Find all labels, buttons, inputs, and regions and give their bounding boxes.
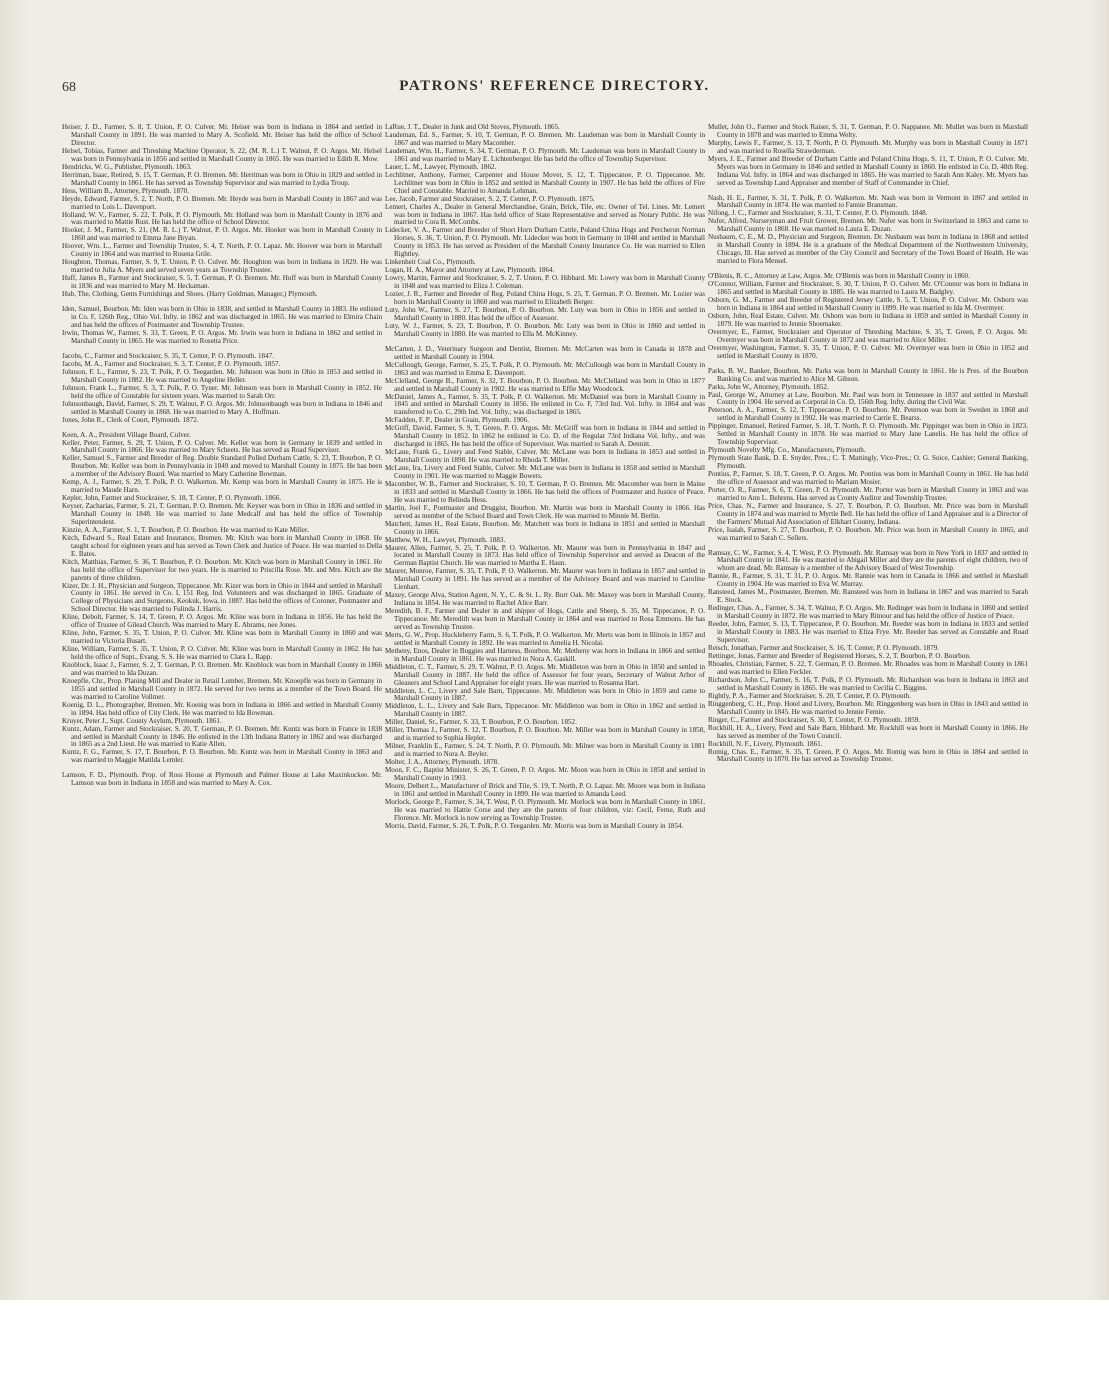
directory-entry: Lemert, Charles A., Dealer in General Merchandise, Grain, Brick, Tile, etc. Owner of Tel. Lines. Mr. Lemert was born in Indiana in 1867. Has held office of State Representative and served as Notary Public. He was married to Cora B. McCombs.: [385, 202, 705, 227]
directory-entry: Koenig, D. L., Photographer, Bremen. Mr. Koenig was born in Indiana in 1866 and settled in Marshall County in 1894. Has held office of City Clerk. He was married to Ida Bowman.: [62, 700, 382, 717]
directory-entry: Rettinger, Jonas, Farmer and Breeder of Registered Horses, S. 2, T. Bourbon, P. O. Bourbon.: [708, 651, 971, 660]
directory-entry: Lamson, F. D., Plymouth. Prop. of Ross House at Plymouth and Palmer House at Lake Maxinkuckee. Mr. Lamson was born in Indiana in 1858 and was married to Mary A. Cox.: [62, 771, 382, 788]
directory-entry: Keyser, Zacharias, Farmer, S. 21, T. German, P. O. Bremen. Mr. Keyser was born in Ohio in 1836 and settled in Marshall County in 1848. He was married to Jane Medcalf and has held the office of Township Superintendent.: [62, 502, 382, 526]
directory-entry: Myers, J. E., Farmer and Breeder of Durham Cattle and Poland China Hogs, S. 11, T. Union, P. O. Culver. Mr. Myers was born in Germany in 1846 and settled in Marshall County in 1860. He enlisted in Co. D, 48th Reg. Indiana Vol. Infty. in 1864 and was discharged in 1865. He was married to Sarah Ann Kaley. Mr. Myers has served as Township Land Appraiser and member of Staff of Commander in Chief.: [708, 154, 1028, 187]
directory-entry: Jacobs, C., Farmer and Stockraiser, S. 35, T. Center, P. O. Plymouth. 1847.: [62, 351, 274, 360]
directory-entry: Plymouth State Bank, D. E. Snyder, Pres.; C. T. Mattingly, Vice-Pres.; O. G. Soice, Cashier; General Banking, Plymouth.: [708, 454, 1028, 471]
directory-entry: Pontius, P., Farmer, S. 18, T. Green, P. O. Argos. Mr. Pontius was born in Marshall County in 1861. He has held the office of Assessor and was married to Mariam Mosier.: [708, 470, 1028, 486]
directory-entry: Romig, Chas. E., Farmer, S. 35, T. Green, P. O. Argos. Mr. Romig was born in Ohio in 1864 and settled in Marshall County in 1870. He has served as Township Trustee.: [708, 747, 1028, 764]
directory-entry: Paul, George W., Attorney at Law, Bourbon. Mr. Paul was born in Tennessee in 1837 and settled in Marshall County in 1904. He served as Corporal in Co. D, 156th Reg. Infty. during the Civil War.: [708, 390, 1028, 407]
directory-entry: Rhoades, Christian, Farmer, S. 22, T. German, P. O. Bremen. Mr. Rhoades was born in Marshall County in 1861 and was married to Ellen Feckler.: [708, 659, 1028, 676]
directory-entry: Kemp, A. J., Farmer, S. 29, T. Polk, P. O. Walkerton. Mr. Kemp was born in Marshall County in 1875. He is married to Maude Harn.: [62, 478, 382, 495]
directory-entry: Rockhill, H. A., Livery, Feed and Sale Barn, Hibbard. Mr. Rockhill was born in Marshall County in 1866. He has served as member of the Town Council.: [708, 723, 1028, 740]
directory-entry: Houghton, Thomas, Farmer, S. 9, T. Union, P. O. Culver. Mr. Houghton was born in Indiana in 1829. He was married to Julia A. Myers and served seven years as Township Trustee.: [62, 258, 382, 275]
directory-entry: McCullough, George, Farmer, S. 25, T. Polk, P. O. Plymouth. Mr. McCullough was born in Marshall County in 1863 and was married to Emma E. Davenport.: [385, 360, 705, 377]
directory-entry: Price, Isaiah, Farmer, S. 27, T. Bourbon, P. O. Bourbon. Mr. Price was born in Marshall County in 1865, and was married to Sarah C. Sellers.: [708, 525, 1028, 542]
directory-entry: Moore, Delbert L., Manufacturer of Brick and Tile, S. 19, T. North, P. O. Lapaz. Mr. Moore was born in Indiana in 1861 and settled in Marshall County in 1899. He was married to Amanda Leed.: [385, 782, 705, 798]
directory-entry: Nufer, Alfred, Nurseryman and Fruit Grower, Bremen. Mr. Nufer was born in Switzerland in 1863 and came to Marshall County in 1868. He was married to Laura E. Duzan.: [708, 217, 1028, 234]
directory-entry: Helsel, Tobias, Farmer and Threshing Machine Operator, S. 22, (M. R. L.) T. Walnut, P. O. Argos. Mr. Helsel was born in Pennsylvania in 1856 and settled in Marshall County in 1865. He was married to Edith R. Mow.: [62, 146, 382, 163]
directory-entry: Richardson, John C., Farmer, S. 16, T. Polk, P. O. Plymouth. Mr. Richardson was born in Indiana in 1863 and settled in Marshall County in 1865. He was married to Cecilia C. Biggins.: [708, 675, 1028, 692]
directory-entry: Reeder, John, Farmer, S. 13, T. Tippecanoe, P. O. Bourbon. Mr. Reeder was born in Indiana in 1833 and settled in Marshall County in 1883. He was married to Eliza Frye. Mr. Reeder has served as Constable and Road Supervisor.: [708, 620, 1028, 644]
directory-entry: Macomber, W. B., Farmer and Stockraiser, S. 10, T. German, P. O. Bremen. Mr. Macomber was born in Maine in 1833 and settled in Marshall County in 1866. He has held the offices of Postmaster and Justice of Peace. He was married to Belinda Hess.: [385, 479, 705, 504]
directory-entry: Irwin, Thomas W., Farmer, S. 33, T. Green, P. O. Argos. Mr. Irwin was born in Indiana in 1862 and settled in Marshall County in 1865. He was married to Rosetta Price.: [62, 328, 382, 345]
directory-entry: O'Connor, William, Farmer and Stockraiser, S. 30, T. Union, P. O. Culver. Mr. O'Connor was born in Indiana in 1865 and settled in Marshall County in 1885. He was married to Laura M. Badgley.: [708, 280, 1028, 296]
directory-entry: Rightly, P. A., Farmer and Stockraiser, S. 20, T. Center, P. O. Plymouth.: [708, 691, 911, 700]
directory-entry: Luty, John W., Farmer, S. 27, T. Bourbon, P. O. Bourbon. Mr. Luty was born in Ohio in 1856 and settled in Marshall County in 1880. Has held the office of Assessor.: [385, 305, 705, 322]
directory-entry: Nash, H. E., Farmer, S. 31, T. Polk, P. O. Walkerton. Mr. Nash was born in Vermont in 1867 and settled in Marshall County in 1874. He was married to Fannie Bransman.: [708, 193, 1028, 210]
directory-entry: Miller, Thomas J., Farmer, S. 12, T. Bourbon, P. O. Bourbon. Mr. Miller was born in Marshall County in 1858, and is married to Sophia Hepler.: [385, 726, 705, 743]
directory-entry: Jones, John R., Clerk of Court, Plymouth. 1872.: [62, 415, 199, 424]
directory-entry: Johnsonbaugh, David, Farmer, S. 29, T. Walnut, P. O. Argos. Mr. Johnsonbaugh was born in Indiana in 1846 and settled in Marshall County in 1868. He was married to Mary A. Hoffman.: [62, 399, 382, 416]
directory-entry: Middleton, L. C., Livery and Sale Barn, Tippecanoe. Mr. Middleton was born in Ohio in 1859 and came to Marshall County in 1887.: [385, 686, 705, 703]
directory-entry: Nifong, J. C., Farmer and Stockraiser, S. 31, T. Center, P. O. Plymouth. 1848.: [708, 209, 928, 218]
directory-entry: Milner, Franklin E., Farmer, S. 24, T. North, P. O. Plymouth. Mr. Milner was born in Marshall County in 1881 and is married to Nora A. Beyler.: [385, 742, 705, 759]
directory-entry: Murphy, Lewis F., Farmer, S. 13, T. North, P. O. Plymouth. Mr. Murphy was born in Marshall County in 1871 and was married to Rosella Strawderman.: [708, 138, 1028, 155]
directory-entry: Lidecker, V. A., Farmer and Breeder of Short Horn Durham Cattle, Poland China Hogs and Percheron Norman Horses, S. 36, T. Union, P. O. Plymouth. Mr. Lidecker was born in Germany in 1848 and settled in Marshall County in 1853. He has served as President of the Marshall County Insurance Co. He was married to Ellen Rightley.: [385, 226, 705, 259]
directory-entry: Parks, B. W., Banker, Bourbon. Mr. Parks was born in Marshall County in 1861. He is Pres. of the Bourbon Banking Co. and was married to Alice M. Gibson.: [708, 366, 1028, 383]
directory-entry: Parks, John W., Attorney, Plymouth. 1852.: [708, 382, 829, 391]
directory-entry: McFadden, F. P., Dealer in Grain, Plymouth. 1906.: [385, 416, 530, 425]
page-edge-shading: [0, 0, 30, 1300]
directory-entry: Ringgenberg, C. H., Prop. Hotel and Livery, Bourbon. Mr. Ringgenberg was born in Ohio in 1843 and settled in Marshall County in 1845. He was married to Jennie Fernie.: [708, 699, 1028, 716]
directory-entry: Meredith, B. F., Farmer and Dealer in and shipper of Hogs, Cattle and Sheep, S. 35, M. Tippecanoe, P. O. Tippecanoe. Mr. Meredith was born in Marshall County in 1864 and was married to Rosa Emmons. He has served as Township Trustee.: [385, 607, 705, 631]
directory-entry: Logan, H. A., Mayor and Attorney at Law, Plymouth. 1864.: [385, 266, 555, 275]
directory-entry: Hooker, J. M., Farmer, S. 21, (M. R. L.) T. Walnut, P. O. Argos. Mr. Hooker was born in Marshall County in 1860 and was married to Emma Jane Bryan.: [62, 226, 382, 243]
directory-entry: Mullet, John O., Farmer and Stock Raiser, S. 31, T. German, P. O. Nappanee. Mr. Mullet was born in Marshall County in 1878 and was married to Emma Welty.: [708, 123, 1028, 139]
directory-entry: Jacobs, M. A., Farmer and Stockraiser, S. 3, T. Center, P. O. Plymouth. 1857.: [62, 359, 281, 368]
directory-entry: Linkenheit Coal Co., Plymouth.: [385, 258, 476, 267]
directory-entry: Overmyer, Washington, Farmer, S. 35, T. Union, P. O. Culver. Mr. Overmyer was born in Ohio in 1852 and settled in Marshall County in 1870.: [708, 343, 1028, 360]
directory-entry: Osborn, G. M., Farmer and Breeder of Registered Jersey Cattle, S. 5, T. Union, P. O. Culver. Mr. Osborn was born in Indiana in 1864 and settled in Marshall County in 1899. He was married to Ida M. Overmyer.: [708, 295, 1028, 312]
directory-entry: Lozier, J. R., Farmer and Breeder of Reg. Poland China Hogs, S. 25, T. German, P. O. Bremen. Mr. Lozier was born in Marshall County in 1860 and was married to Elizabeth Berger.: [385, 290, 705, 306]
directory-entry: Matthew, W. H., Lawyer, Plymouth. 1883.: [385, 535, 506, 544]
directory-entry: Huff, James B., Farmer and Stockraiser, S. 5, T. German, P. O. Bremen. Mr. Huff was born in Marshall County in 1836 and was married to Mary M. Heckaman.: [62, 274, 382, 291]
directory-entry: Heyde, Edward, Farmer, S. 2, T. North, P. O. Bremen. Mr. Heyde was born in Marshall County in 1867 and was married to Lois L. Davenport.: [62, 194, 382, 211]
directory-entry: Lowry, Martin, Farmer and Stockraiser, S. 2, T. Union, P. O. Hibbard. Mr. Lowry was born in Marshall County in 1848 and was married to Eliza J. Coleman.: [385, 274, 705, 291]
directory-entry: Morlock, George P., Farmer, S. 34, T. West, P. O. Plymouth. Mr. Morlock was born in Marshall County in 1861. He was married to Hattie Corse and they are the parents of four children, viz: Cecil, Ferne, Ruth and Florence. Mr. Morlock is now serving as Township Trustee.: [385, 797, 705, 822]
directory-entry: Lauer, L. M., Lawyer, Plymouth. 1862.: [385, 162, 497, 171]
directory-entry: Lechlitner, Anthony, Farmer, Carpenter and House Mover, S. 12, T. Tippecanoe, P. O. Tippecanoe. Mr. Lechlitner was born in Ohio in 1852 and settled in Marshall County in 1907. He has held the offices of Fire Chief and Constable. Married to Amanda Lehman.: [385, 170, 705, 195]
directory-entry: Ransteed, James M., Postmaster, Bremen. Mr. Ransteed was born in Indiana in 1867 and was married to Sarah E. Stock.: [708, 588, 1028, 605]
directory-column-2: [385, 124, 705, 831]
directory-entry: LaRue, J. T., Dealer in Junk and Old Stoves, Plymouth. 1865.: [385, 123, 560, 131]
directory-entry: Kizer, Dr. J. H., Physician and Surgeon, Tippecanoe. Mr. Kizer was born in Ohio in 1844 and settled in Marshall County in 1861. He served in Co. I, 151 Reg. Ind. Volunteers and was discharged in 1865. Graduate of College of Physicians and Surgeons, Keokuk, Iowa, in 1887. Has held the offices of Coroner, Postmaster and School Director. He was married to Fulinda J. Harris.: [62, 581, 382, 614]
directory-entry: Laudeman, Wm. H., Farmer, S. 34, T. German, P. O. Plymouth. Mr. Laudeman was born in Marshall County in 1861 and was married to Mary E. Lichtenberger. He has held the office of Township Supervisor.: [385, 146, 705, 163]
directory-column-3: [708, 124, 1028, 764]
directory-entry: Kline, William, Farmer, S. 35, T. Union, P. O. Culver. Mr. Kline was born in Marshall County in 1862. He has held the office of Supt., Evang. S. S. He was married to Clara L. Rapp.: [62, 645, 382, 661]
directory-entry: Miller, Daniel, Sr., Farmer, S. 33, T. Bourbon, P. O. Bourbon. 1852.: [385, 718, 577, 727]
page-title: PATRONS' REFERENCE DIRECTORY.: [399, 78, 710, 94]
directory-entry: Molter, J. A., Attorney, Plymouth. 1878.: [385, 758, 499, 767]
directory-entry: Knoepfle, Chr., Prop. Planing Mill and Dealer in Retail Lumber, Bremen. Mr. Knoepfle was born in Germany in 1855 and settled in Marshall County in 1872. He served for two terms as a member of the Town Board. He was married to Caroline Vollmer.: [62, 676, 382, 701]
directory-entry: Kline, John, Farmer, S. 35, T. Union, P. O. Culver. Mr. Kline was born in Marshall County in 1860 and was married to Victoria Busart.: [62, 629, 382, 646]
directory-entry: Holland, W. V., Farmer, S. 22, T. Polk, P. O. Plymouth. Mr. Holland was born in Marshall County in 1876 and was married to Mattie Rust. He has held the office of School Director.: [62, 210, 382, 227]
directory-entry: Maurer, Monroe, Farmer, S. 35, T. Polk, P. O. Walkerton. Mr. Maurer was born in Indiana in 1857 and settled in Marshall County in 1891. He has served as a member of the Advisory Board and was married to Caroline Lienhart.: [385, 567, 705, 592]
directory-entry: Kruyer, Peter J., Supt. County Asylum, Plymouth. 1861.: [62, 716, 222, 725]
directory-entry: Redinger, Chas. A., Farmer, S. 34, T. Walnut, P. O. Argos. Mr. Redinger was born in Indiana in 1860 and settled in Marshall County in 1872. He was married to Mary Ritnour and has held the office of Justice of Peace.: [708, 604, 1028, 621]
directory-entry: Heiser, J. D., Farmer, S. 8, T. Union, P. O. Culver. Mr. Heiser was born in Indiana in 1864 and settled in Marshall County in 1891. He was married to Mary A. Scofield. Mr. Heiser has held the office of School Director.: [62, 123, 382, 147]
directory-entry: Laudeman, Ed. S., Farmer, S. 10, T. German, P. O. Bremen. Mr. Laudeman was born in Marshall County in 1867 and was married to Mary Macomber.: [385, 131, 705, 147]
directory-entry: Kline, Debolt, Farmer, S. 14, T. Green, P. O. Argos. Mr. Kline was born in Indiana in 1856. He has held the office of Trustee of Gilead Church. Was married to Mary E. Abrams, nee Jones.: [62, 613, 382, 630]
directory-entry: McDaniel, James A., Farmer, S. 35, T. Polk, P. O. Walkerton. Mr. McDaniel was born in Marshall County in 1845 and settled in Marshall County in 1856. He enlisted in Co. F, 73rd Ind. Vol. Infty. in 1864 and was transferred to Co. C, 29th Ind. Vol. Infty.; was discharged in 1865.: [385, 392, 705, 417]
directory-entry: Matchett, James H., Real Estate, Bourbon. Mr. Matchett was born in Indiana in 1851 and settled in Marshall County in 1866.: [385, 519, 705, 536]
directory-entry: Middleton, L. L., Livery and Sale Barn, Tippecanoe. Mr. Middleton was born in Ohio in 1862 and settled in Marshall County in 1887.: [385, 702, 705, 719]
directory-entry: Kitch, Edward S., Real Estate and Insurance, Bremen. Mr. Kitch was born in Marshall County in 1868. He taught school for eighteen years and has served as Town Clerk and Justice of Peace. He was married to Della E. Bates.: [62, 533, 382, 558]
directory-column-1: [62, 124, 382, 788]
directory-entry: Keller, Samuel S., Farmer and Breeder of Reg. Double Standard Polled Durham Cattle, S. 23, T. Bourbon, P. O. Bourbon. Mr. Keller was born in Pennsylvania in 1849 and moved to Marshall County in 1875. He has been a member of the Advisory Board. Was married to Mary Catherine Bowman.: [62, 454, 382, 479]
directory-entry: Hub, The, Clothing, Gents Furnishings and Shoes. (Harry Goldman, Manager,) Plymouth.: [62, 290, 318, 299]
directory-entry: Porter, O. R., Farmer, S. 6, T. Green, P. O. Plymouth. Mr. Porter was born in Marshall County in 1863 and was married to Ann L. Behrens. Has served as County Auditor and Township Trustee.: [708, 485, 1028, 502]
directory-entry: Middleton, C. T., Farmer, S. 29, T. Walnut, P. O. Argos. Mr. Middleton was born in Ohio in 1850 and settled in Marshall County in 1887. He held the office of Assessor for four years, Secretary of Walnut Arbor of Gleaners and School Land Appraiser for eight years. He was married to Rosanna Hart.: [385, 662, 705, 687]
directory-entry: Pippinger, Emanuel, Retired Farmer, S. 18, T. North, P. O. Plymouth. Mr. Pippinger was born in Ohio in 1823. Settled in Marshall County in 1878. He was married to Mary Jane Lanelis. He has held the office of Township Supervisor.: [708, 422, 1028, 447]
page-fold: [1088, 0, 1109, 1300]
directory-entry: Maurer, Allen, Farmer, S. 25, T. Polk, P. O. Walkerton. Mr. Maurer was born in Pennsylvania in 1847 and located in Marshall County in 1873. Has held office of Township Supervisor and served as Deacon of the German Baptist Church. He was married to Martha E. Haun.: [385, 543, 705, 568]
directory-entry: McCarten, J. D., Veterinary Surgeon and Dentist, Bremen. Mr. McCarten was born in Canada in 1878 and settled in Marshall County in 1904.: [385, 344, 705, 361]
directory-entry: Kepler, John, Farmer and Stockraiser, S. 18, T. Center, P. O. Plymouth. 1866.: [62, 494, 281, 503]
directory-entry: Hess, William B., Attorney, Plymouth. 1870.: [62, 186, 190, 195]
directory-entry: Peterson, A. A., Farmer, S. 12, T. Tippecanoe, P. O. Bourbon. Mr. Peterson was born in Sweden in 1868 and settled in Marshall County in 1902. He was married to Carrie E. Bearss.: [708, 406, 1028, 423]
directory-entry: McGriff, David, Farmer, S. 9, T. Green, P. O. Argos. Mr. McGriff was born in Indiana in 1844 and settled in Marshall County in 1852. In 1862 he enlisted in Co. D, of the Regular 73rd Indiana Vol. Infty., and was discharged in 1865. He has held the office of Supervisor. Was married to Sarah A. Dennitt.: [385, 424, 705, 449]
directory-entry: Plymouth Novelty Mfg. Co., Manufacturers, Plymouth.: [708, 446, 866, 455]
directory-entry: Martin, Joel F., Postmaster and Druggist, Bourbon. Mr. Martin was born in Marshall County in 1866. Has served as member of the School Board and Town Clerk. He was married to Minnie M. Berlin.: [385, 503, 705, 520]
directory-entry: McLane, Ira, Livery and Feed Stable, Culver. Mr. McLane was born in Indiana in 1858 and settled in Marshall County in 1901. He was married to Maggie Bowers.: [385, 464, 705, 480]
bottom-margin: [0, 1300, 1109, 1390]
directory-entry: Merts, G. W., Prop. Huckleberry Farm, S. 6, T. Polk, P. O. Walkerton. Mr. Merts was born in Illinois in 1857 and settled in Marshall County in 1892. He was married to Amelia H. Nicolai.: [385, 630, 705, 647]
directory-entry: McClelland, George B., Farmer, S. 32, T. Bourbon, P. O. Bourbon. Mr. McClelland was born in Ohio in 1877 and settled in Marshall County in 1902. He was married to Effie May Woodcock.: [385, 376, 705, 393]
directory-entry: Osborn, John, Real Estate, Culver. Mr. Osborn was born in Indiana in 1859 and settled in Marshall County in 1879. He was married to Jennie Shoemaker.: [708, 311, 1028, 328]
directory-entry: Hendricks, W. G., Publisher, Plymouth. 1863.: [62, 162, 192, 171]
directory-entry: Nusbaum, C. E., M. D., Physician and Surgeon, Bremen. Dr. Nusbaum was born in Indiana in 1868 and settled in Marshall County in 1894. He is a graduate of the Medical Department of the Northwestern University, Chicago, Ill. Has served as member of the City Council and Secretary of the Town Board of Health. He was married to Flora Mensel.: [708, 233, 1028, 266]
directory-entry: O'Blenis, R. C., Attorney at Law, Argos. Mr. O'Blenis was born in Marshall County in 1860.: [708, 272, 970, 281]
page-number: 68: [62, 80, 76, 95]
directory-entry: Lee, Jacob, Farmer and Stockraiser, S. 2, T. Center, P. O. Plymouth. 1875.: [385, 194, 595, 203]
directory-entry: Kitch, Matthias, Farmer, S. 36, T. Bourbon, P. O. Bourbon. Mr. Kitch was born in Marshall County in 1861. He has held the office of Supervisor for two years. He is married to Priscilla Rose. Mr. and Mrs. Kitch are the parents of three children.: [62, 557, 382, 582]
directory-entry: McLane, Frank G., Livery and Feed Stable, Culver. Mr. McLane was born in Indiana in 1853 and settled in Marshall County in 1898. He was married to Rhoda T. Miller.: [385, 448, 705, 465]
directory-entry: Reisch, Jonathan, Farmer and Stockraiser, S. 16, T. Center, P. O. Plymouth. 1879.: [708, 643, 940, 652]
directory-entry: Kuntz, Adam, Farmer and Stockraiser, S. 20, T. German, P. O. Bremen. Mr. Kuntz was born in France in 1838 and settled in Marshall County in 1846. He enlisted in the 13th Indiana Battery in 1862 and was discharged in 1865 as a 2nd Lieut. He was married to Katie Allen.: [62, 724, 382, 749]
directory-entry: Knoblock, Isaac J., Farmer, S. 2, T. German, P. O. Bremen. Mr. Knoblock was born in Marshall County in 1866 and was married to Ida Duzan.: [62, 661, 382, 677]
directory-entry: Iden, Samuel, Bourbon. Mr. Iden was born in Ohio in 1838, and settled in Marshall County in 1883. He enlisted in Co. F, 126th Reg., Ohio Vol. Infty. in 1862 and was discharged in 1865. He was married to Elmira Chain and has held the offices of Postmaster and Township Trustee.: [62, 305, 382, 329]
directory-entry: Price, Chas. N., Farmer and Insurance, S. 27, T. Bourbon, P. O. Bourbon. Mr. Price was born in Marshall County in 1874 and was married to Myrtle Bell. He has held the office of Land Appraiser and is a Director of the Farmers' Mutual Aid Association of Elkhart County, Indiana.: [708, 501, 1028, 526]
directory-entry: Rannie, R., Farmer, S. 31, T. 31, P. O. Argos. Mr. Rannie was born in Canada in 1866 and settled in Marshall County in 1904. He was married to Eva W. Murray.: [708, 572, 1028, 589]
directory-entry: Morris, David, Farmer, S. 26, T. Polk, P. O. Teegarden. Mr. Morris was born in Marshall County in 1854.: [385, 821, 684, 830]
directory-entry: Hoover, Wm. L., Farmer and Township Trustee, S. 4, T. North, P. O. Lapaz. Mr. Hoover was born in Marshall County in 1864 and was married to Rosena Grile.: [62, 242, 382, 259]
directory-entry: Johnson, F. L., Farmer, S. 23, T. Polk, P. O. Teegarden. Mr. Johnson was born in Ohio in 1853 and settled in Marshall County in 1882. He was married to Angeline Heller.: [62, 367, 382, 384]
directory-entry: Keen, A. A., President Village Board, Culver.: [62, 430, 191, 439]
directory-entry: Rockhill, N. F., Livery, Plymouth. 1861.: [708, 739, 823, 748]
directory-entry: Luty, W. J., Farmer, S. 23, T. Bourbon, P. O. Bourbon. Mr. Luty was born in Ohio in 1860 and settled in Marshall County in 1880. He was married to Ella M. McKinney.: [385, 321, 705, 338]
directory-entry: Kinzie, A. A., Farmer, S. 1, T. Bourbon, P. O. Bourbon. He was married to Kate Miller.: [62, 525, 309, 534]
directory-entry: Kuntz, F. G., Farmer, S. 17, T. Bourbon, P. O. Bourbon. Mr. Kuntz was born in Marshall County in 1863 and was married to Maggie Matilda Lemler.: [62, 748, 382, 765]
directory-entry: Moon, F. C., Baptist Minister, S. 26, T. Green, P. O. Argos. Mr. Moon was born in Ohio in 1858 and settled in Marshall County in 1903.: [385, 766, 705, 783]
directory-entry: Overmyer, E., Farmer, Stockraiser and Operator of Threshing Machine, S. 35, T. Green, P. O. Argos. Mr. Overmyer was born in Marshall County in 1872 and was married to Alice Miller.: [708, 327, 1028, 344]
directory-entry: Ramsay, C. W., Farmer, S. 4, T. West, P. O. Plymouth. Mr. Ramsay was born in New York in 1837 and settled in Marshall County in 1841. He was married to Abigail Miller and they are the parents of eight children, two of whom are dead. Mr. Ramsay is a member of the Advisory Board of West Township.: [708, 548, 1028, 573]
directory-entry: Ringer, C., Farmer and Stockraiser, S. 30, T. Center, P. O. Plymouth. 1859.: [708, 715, 921, 724]
directory-entry: Keller, Peter, Farmer, S. 29, T. Union, P. O. Culver. Mr. Keller was born in Germany in 1839 and settled in Marshall County in 1866. He was married to Mary Scheets. He has served as Road Supervisor.: [62, 438, 382, 455]
directory-entry: Metheny, Enos, Dealer in Buggies and Harness, Bourbon. Mr. Metheny was born in Indiana in 1866 and settled in Marshall County in 1861. He was married to Nora A. Gaskill.: [385, 646, 705, 663]
directory-entry: Johnson, Frank L., Farmer, S. 3, T. Polk, P. O. Tyner. Mr. Johnson was born in Marshall County in 1852. He held the office of Constable for sixteen years. Was married to Sarah Orr.: [62, 383, 382, 400]
directory-entry: Herriman, Isaac, Retired, S. 15, T. German, P. O. Bremen. Mr. Herriman was born in Ohio in 1829 and settled in Marshall County in 1861. He has served as Township Supervisor and was married to Lydia Troup.: [62, 170, 382, 187]
directory-entry: Maxey, George Alva, Station Agent, N. Y., C. & St. L. Ry. Burr Oak. Mr. Maxey was born in Marshall County, Indiana in 1854. He was married to Rachel Alice Barr.: [385, 591, 705, 608]
